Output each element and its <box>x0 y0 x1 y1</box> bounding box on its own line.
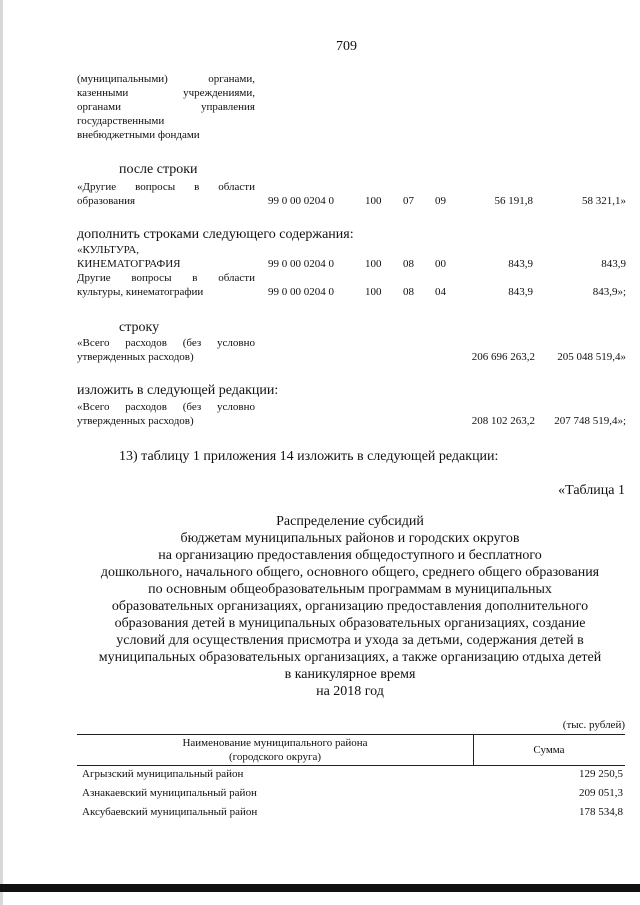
add-row2-sum1: 843,9 <box>508 286 533 298</box>
after-row-c3: 09 <box>435 195 446 207</box>
after-row-c1: 100 <box>365 195 382 207</box>
table-row-name: Азнакаевский муниципальный район <box>82 787 257 799</box>
add-row1-sum2: 843,9 <box>601 258 626 270</box>
add-row2-code: 99 0 00 0204 0 <box>268 286 334 298</box>
table-label: «Таблица 1 <box>558 483 625 498</box>
document-title: Распределение субсидий бюджетам муниципальных районов и городских округов на организацию предоставления общедоступного и бесплатного дошкольного, начального общего, основного общего, среднего общего образования по основным общеобразовательным программам в муниципальных образовательных организациях, организацию предоставления дополнительного образования детей в муниципальных образовательных организациях, создание условий для осуществления присмотра и ухода за детьми, содержания детей в муниципальных образовательных организациях, а также организацию отдыха детей в каникулярное время на 2018 год <box>98 514 602 699</box>
after-row-code: 99 0 00 0204 0 <box>268 195 334 207</box>
after-row-sum1: 56 191,8 <box>494 195 533 207</box>
old-total-sum2: 205 048 519,4» <box>557 351 626 363</box>
table-row-sum: 178 534,8 <box>579 806 623 818</box>
item-13: 13) таблицу 1 приложения 14 изложить в следующей редакции: <box>119 449 499 464</box>
table-header <box>77 734 625 766</box>
add-row1-line1: «КУЛЬТУРА, <box>77 244 140 256</box>
add-row2-sum2: 843,9»; <box>592 286 626 298</box>
add-row2-c1: 100 <box>365 286 382 298</box>
new-total-intro: изложить в следующей редакции: <box>77 383 279 398</box>
add-row1-c2: 08 <box>403 258 414 270</box>
col-name-header: Наименование муниципального района (городского округа) <box>182 737 368 763</box>
new-total-name: «Всего расходов (без условно утвержденных расходов) <box>77 401 255 427</box>
col-sum-header: Сумма <box>533 744 565 756</box>
old-total-sum1: 206 696 263,2 <box>471 351 535 363</box>
add-rows-intro: дополнить строками следующего содержания: <box>77 227 354 242</box>
page-number: 709 <box>336 39 357 54</box>
add-row2-name: Другие вопросы в области культуры, кинематографии <box>77 272 255 298</box>
old-total-intro: строку <box>119 320 160 335</box>
after-row-c2: 07 <box>403 195 414 207</box>
after-row-intro: после строки <box>119 162 198 177</box>
table-row-sum: 209 051,3 <box>579 787 623 799</box>
block1: (муниципальными) органами, казенными учреждениями, органами управления государственными внебюджетными фондами <box>77 73 255 141</box>
scan-edge <box>0 0 3 905</box>
old-total-name: «Всего расходов (без условно утвержденных расходов) <box>77 337 255 363</box>
add-row1-c3: 00 <box>435 258 446 270</box>
add-row1-sum1: 843,9 <box>508 258 533 270</box>
add-row2-c2: 08 <box>403 286 414 298</box>
after-row-name: «Другие вопросы в области образования <box>77 181 255 207</box>
new-total-sum1: 208 102 263,2 <box>471 415 535 427</box>
table-row-name: Аксубаевский муниципальный район <box>82 806 258 818</box>
add-row1-line2: КИНЕМАТОГРАФИЯ <box>77 258 181 270</box>
add-row1-c1: 100 <box>365 258 382 270</box>
new-total-sum2: 207 748 519,4»; <box>554 415 626 427</box>
scan-bottom-edge <box>0 884 640 892</box>
after-row-sum2: 58 321,1» <box>582 195 626 207</box>
units-label: (тыс. рублей) <box>562 719 625 731</box>
table-row-sum: 129 250,5 <box>579 768 623 780</box>
table-row-name: Агрызский муниципальный район <box>82 768 244 780</box>
add-row2-c3: 04 <box>435 286 446 298</box>
add-row1-code: 99 0 00 0204 0 <box>268 258 334 270</box>
